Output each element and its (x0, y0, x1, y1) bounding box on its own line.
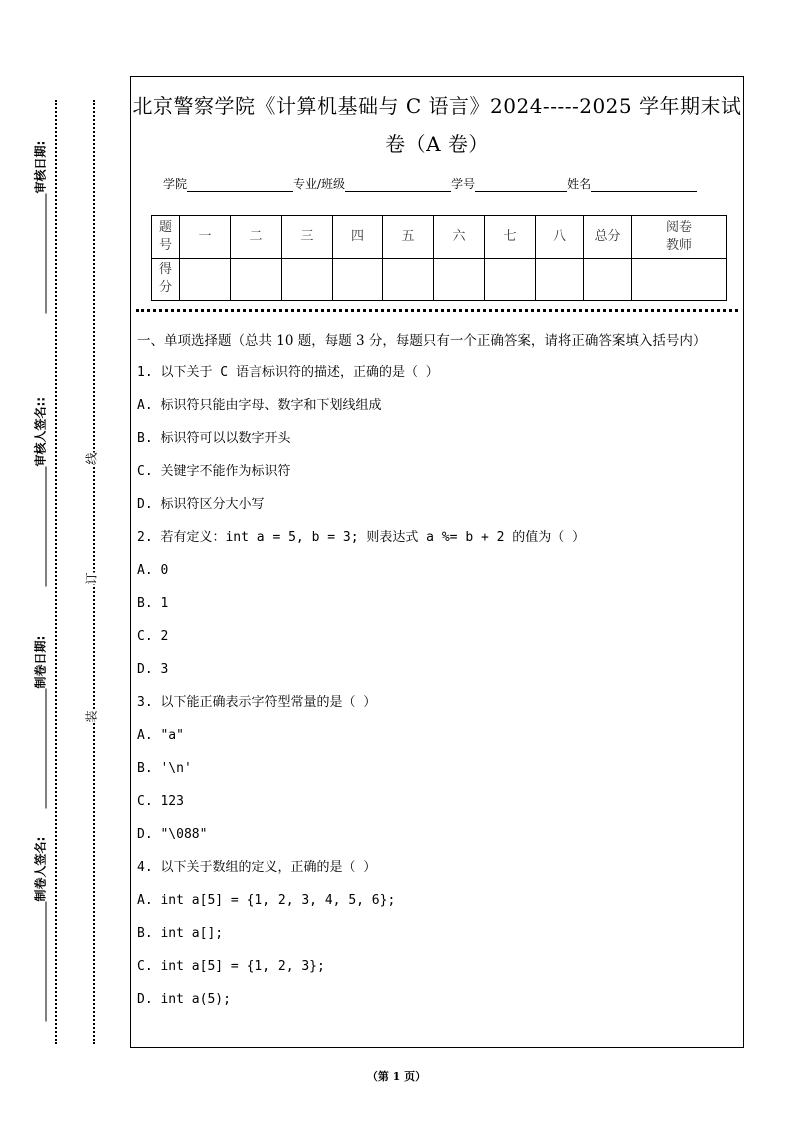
title-line-1: 北京警察学院《计算机基础与 C 语言》2024-----2025 学年期末试 (132, 94, 742, 118)
question-line: 1. 以下关于 C 语言标识符的描述，正确的是（ ） (137, 365, 439, 380)
header-cell: 七 (485, 216, 536, 259)
option-line: C. 关键字不能作为标识符 (137, 464, 291, 479)
question-line: 2. 若有定义：int a = 5, b = 3; 则表达式 a %= b + 2 的值为（ ） (137, 530, 586, 545)
bind-char-ding: 订 (81, 572, 102, 584)
option-line: A. 0 (137, 563, 169, 578)
student-id-label: 学号 (451, 177, 476, 191)
option-line: D. 3 (137, 662, 169, 677)
dotted-separator (136, 309, 738, 312)
grader-label: 阅卷教师 (632, 216, 727, 259)
option-line: C. int a[5] = {1, 2, 3}; (137, 959, 325, 974)
option-line: C. 2 (137, 629, 169, 644)
question-line: 3. 以下能正确表示字符型常量的是（ ） (137, 695, 377, 710)
option-line: D. 标识符区分大小写 (137, 497, 265, 512)
question-content (137, 327, 737, 1016)
question-line: 4. 以下关于数组的定义，正确的是（ ） (137, 860, 377, 875)
make-date-label: 制卷日期: (32, 669, 49, 809)
name-blank[interactable] (591, 179, 697, 192)
score-value-row (152, 258, 727, 301)
score-cell[interactable] (434, 258, 485, 301)
option-line: B. '\n' (137, 761, 192, 776)
option-line: D. "\088" (137, 827, 208, 842)
review-date-label: 审核日期: (32, 174, 49, 314)
header-cell: 一 (180, 216, 231, 259)
header-cell: 六 (434, 216, 485, 259)
score-cell-total[interactable] (584, 258, 632, 301)
name-label: 姓名 (567, 177, 592, 191)
score-cell[interactable] (231, 258, 282, 301)
header-cell: 八 (536, 216, 584, 259)
major-blank[interactable] (345, 179, 451, 192)
option-line: B. 1 (137, 596, 169, 611)
header-cell: 二 (231, 216, 282, 259)
header-cell: 三 (282, 216, 333, 259)
header-cell-total: 总分 (584, 216, 632, 259)
score-cell[interactable] (536, 258, 584, 301)
score-label: 得分 (152, 258, 180, 301)
option-line: A. int a[5] = {1, 2, 3, 4, 5, 6}; (137, 893, 396, 908)
score-table (151, 215, 727, 301)
score-cell[interactable] (383, 258, 434, 301)
bind-char-xian: 线 (81, 452, 102, 464)
score-cell[interactable] (180, 258, 231, 301)
student-info-row (163, 175, 697, 192)
bind-char-zhuang: 装 (81, 710, 102, 722)
title-line-2: 卷（A 卷） (385, 132, 489, 156)
option-line: C. 123 (137, 794, 184, 809)
student-id-blank[interactable] (475, 179, 567, 192)
binding-margin (0, 0, 128, 1122)
option-line: B. 标识符可以以数字开头 (137, 431, 291, 446)
score-cell[interactable] (282, 258, 333, 301)
header-cell: 五 (383, 216, 434, 259)
section-1-heading: 一、单项选择题（总共 10 题，每题 3 分，每题只有一个正确答案，请将正确答案填入括号内） (137, 333, 707, 349)
maker-sign-label: 制卷人签名: (32, 866, 49, 1022)
major-label: 专业/班级 (293, 177, 346, 191)
option-line: B. int a[]; (137, 926, 224, 941)
exam-title (131, 87, 743, 163)
score-cell[interactable] (333, 258, 383, 301)
reviewer-sign-label: 审核人签名:: (32, 431, 49, 587)
exam-frame (130, 76, 744, 1048)
college-label: 学院 (163, 177, 188, 191)
score-cell[interactable] (485, 258, 536, 301)
option-line: A. 标识符只能由字母、数字和下划线组成 (137, 398, 382, 413)
score-header-row (152, 216, 727, 259)
option-line: D. int a(5); (137, 992, 231, 1007)
page-number-footer: （第 1 页） (366, 1070, 427, 1083)
header-cell: 四 (333, 216, 383, 259)
grader-cell[interactable] (632, 258, 727, 301)
college-blank[interactable] (187, 179, 293, 192)
outer-dotted-line (55, 100, 57, 1044)
option-line: A. "a" (137, 728, 184, 743)
question-number-label: 题号 (152, 216, 180, 259)
